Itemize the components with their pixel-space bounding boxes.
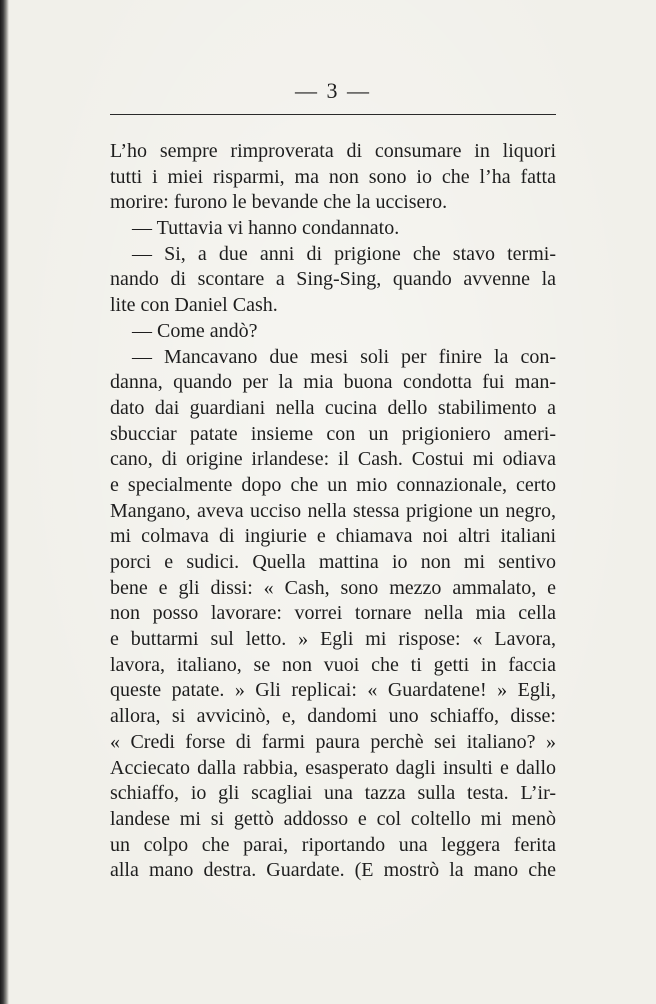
text-line: dato dai guardiani nella cucina dello stabilimento a <box>110 396 556 419</box>
text-line: « Credi forse di farmi paura perchè sei italiano? » <box>110 730 556 753</box>
text-line: alla mano destra. Guardate. (E mostrò la mano che <box>110 859 556 882</box>
text-line: e specialmente dopo che un mio connazionale, certo <box>110 473 556 496</box>
header-rule <box>110 114 556 115</box>
text-line: — Si, a due anni di prigione che stavo termi- <box>132 242 556 265</box>
text-line: danna, quando per la mia buona condotta fui man- <box>110 371 556 394</box>
text-line: queste patate. » Gli replicai: « Guardatene! » Egli, <box>110 679 556 702</box>
text-line: un colpo che parai, riportando una leggera ferita <box>110 833 556 856</box>
page-number: — 3 — <box>295 78 371 103</box>
text-line: lite con Daniel Cash. <box>110 294 278 317</box>
text-line: non posso lavorare: vorrei tornare nella mia cella <box>110 602 556 625</box>
text-line: Mangano, aveva ucciso nella stessa prigione un negro, <box>110 499 556 522</box>
text-line: mi colmava di ingiurie e chiamava noi altri italiani <box>110 525 556 548</box>
text-line: schiaffo, io gli scagliai una tazza sulla testa. L’ir- <box>110 782 556 805</box>
text-line: nando di scontare a Sing-Sing, quando avvenne la <box>110 268 556 291</box>
text-line: bene e gli dissi: « Cash, sono mezzo ammalato, e <box>110 576 556 599</box>
text-line: — Mancavano due mesi soli per finire la con- <box>132 345 556 368</box>
text-line: L’ho sempre rimproverata di consumare in liquori <box>110 140 556 162</box>
text-line: morire: furono le bevande che la uccisero. <box>110 191 448 214</box>
text-line: e buttarmi sul letto. » Egli mi rispose: « Lavora, <box>110 628 556 651</box>
text-line: allora, si avvicinò, e, dandomi uno schiaffo, disse: <box>110 705 556 728</box>
text-line: sbucciar patate insieme con un prigioniero ameri- <box>110 422 556 445</box>
text-line: — Come andò? <box>132 319 258 342</box>
page-header <box>110 78 556 115</box>
text-line: landese mi si gettò addosso e col coltello mi menò <box>110 807 556 830</box>
text-line: Acciecato dalla rabbia, esasperato dagli insulti e dallo <box>110 756 556 779</box>
body-text <box>110 139 556 884</box>
text-line: — Tuttavia vi hanno condannato. <box>132 217 400 240</box>
text-line: porci e sudici. Quella mattina io non mi sentivo <box>110 551 556 573</box>
page-binding-edge <box>0 0 9 1004</box>
text-line: cano, di origine irlandese: il Cash. Costui mi odiava <box>110 448 556 471</box>
text-line: lavora, italiano, se non vuoi che ti getti in faccia <box>110 653 556 676</box>
text-line: tutti i miei risparmi, ma non sono io che l’ha fatta <box>110 165 556 188</box>
